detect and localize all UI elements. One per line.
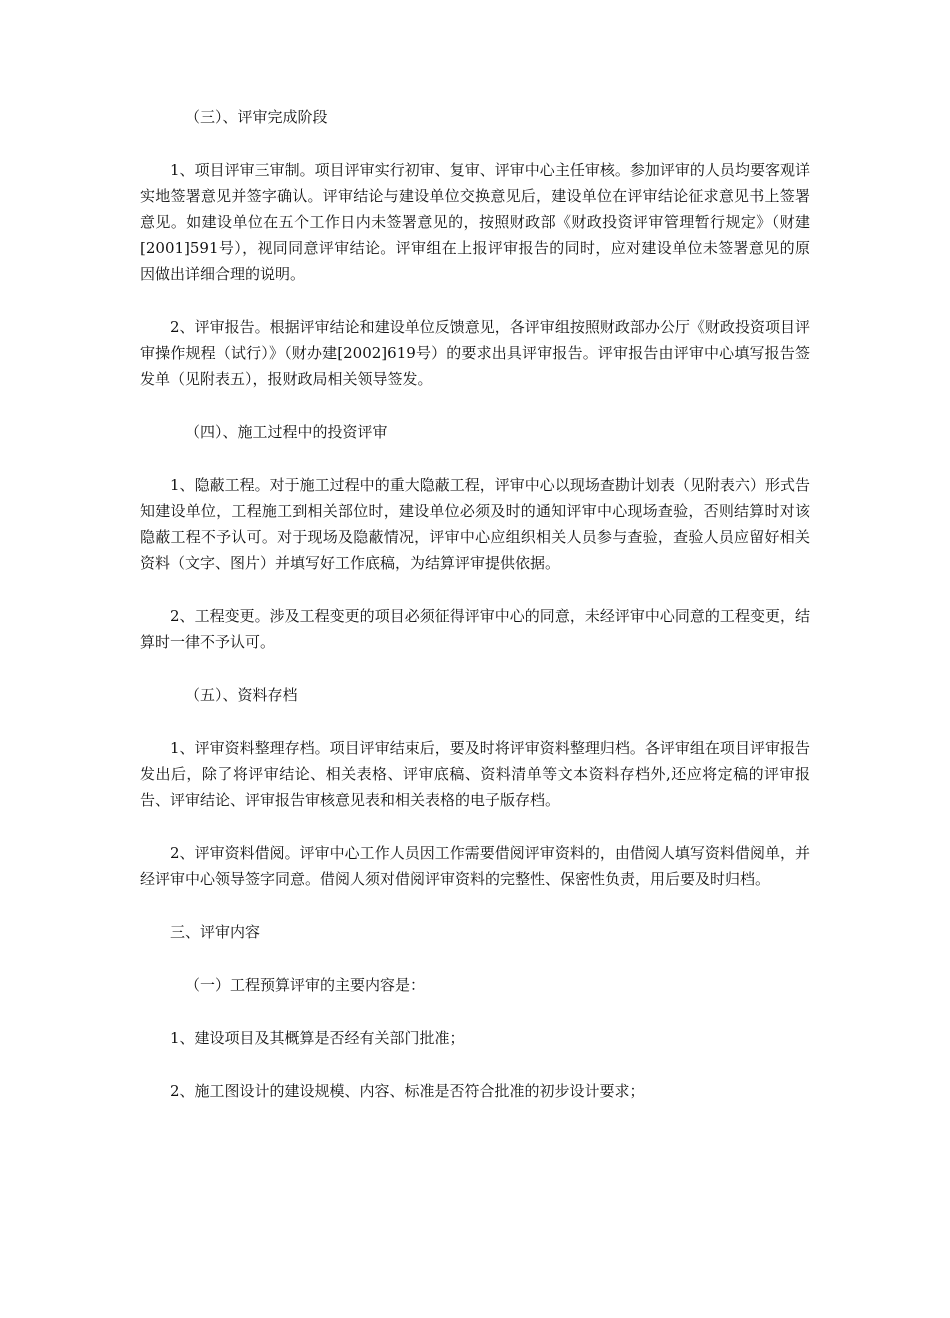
paragraph-review-report: 2、评审报告。根据评审结论和建设单位反馈意见，各评审组按照财政部办公厅《财政投资项目评审操作规程（试行）》（财办建[2002]619号）的要求出具评审报告。评审报告由评审中心填写报告签发单（见附表五），报财政局相关领导签发。 <box>140 318 810 388</box>
subheading-budget-review: （一）工程预算评审的主要内容是： <box>185 976 426 994</box>
list-item: 2、施工图设计的建设规模、内容、标准是否符合批准的初步设计要求； <box>170 1082 645 1100</box>
paragraph-concealed-works: 1、隐蔽工程。对于施工过程中的重大隐蔽工程，评审中心以现场查勘计划表（见附表六）形式告知建设单位，工程施工到相关部位时，建设单位必须及时的通知评审中心现场查验，否则结算时对该隐蔽工程不予认可。对于现场及隐蔽情况，评审中心应组织相关人员参与查验，查验人员应留好相关资料（文字、图片）并填写好工作底稿，为结算评审提供依据。 <box>140 476 810 572</box>
section-heading-completion-stage: （三）、评审完成阶段 <box>185 108 328 126</box>
paragraph-three-level-review: 1、项目评审三审制。项目评审实行初审、复审、评审中心主任审核。参加评审的人员均要客观详实地签署意见并签字确认。评审结论与建设单位交换意见后，建设单位在评审结论征求意见书上签署意见。如建设单位在五个工作日内未签署意见的，按照财政部《财政投资评审管理暂行规定》（财建[2001]591号），视同同意评审结论。评审组在上报评审报告的同时，应对建设单位未签署意见的原因做出详细合理的说明。 <box>140 161 810 283</box>
paragraph-engineering-change: 2、工程变更。涉及工程变更的项目必须征得评审中心的同意，未经评审中心同意的工程变更，结算时一律不予认可。 <box>140 607 810 651</box>
list-item: 1、建设项目及其概算是否经有关部门批准； <box>170 1029 465 1047</box>
part-heading-review-content: 三、评审内容 <box>170 923 261 941</box>
section-heading-construction-review: （四）、施工过程中的投资评审 <box>185 423 388 441</box>
document-body <box>140 104 810 1104</box>
paragraph-archiving: 1、评审资料整理存档。项目评审结束后，要及时将评审资料整理归档。各评审组在项目评审报告发出后，除了将评审结论、相关表格、评审底稿、资料清单等文本资料存档外,还应将定稿的评审报告、评审结论、评审报告审核意见表和相关表格的电子版存档。 <box>140 739 810 809</box>
section-heading-archiving: （五）、资料存档 <box>185 686 298 704</box>
paragraph-borrowing: 2、评审资料借阅。评审中心工作人员因工作需要借阅评审资料的，由借阅人填写资料借阅单，并经评审中心领导签字同意。借阅人须对借阅评审资料的完整性、保密性负责，用后要及时归档。 <box>140 844 810 888</box>
